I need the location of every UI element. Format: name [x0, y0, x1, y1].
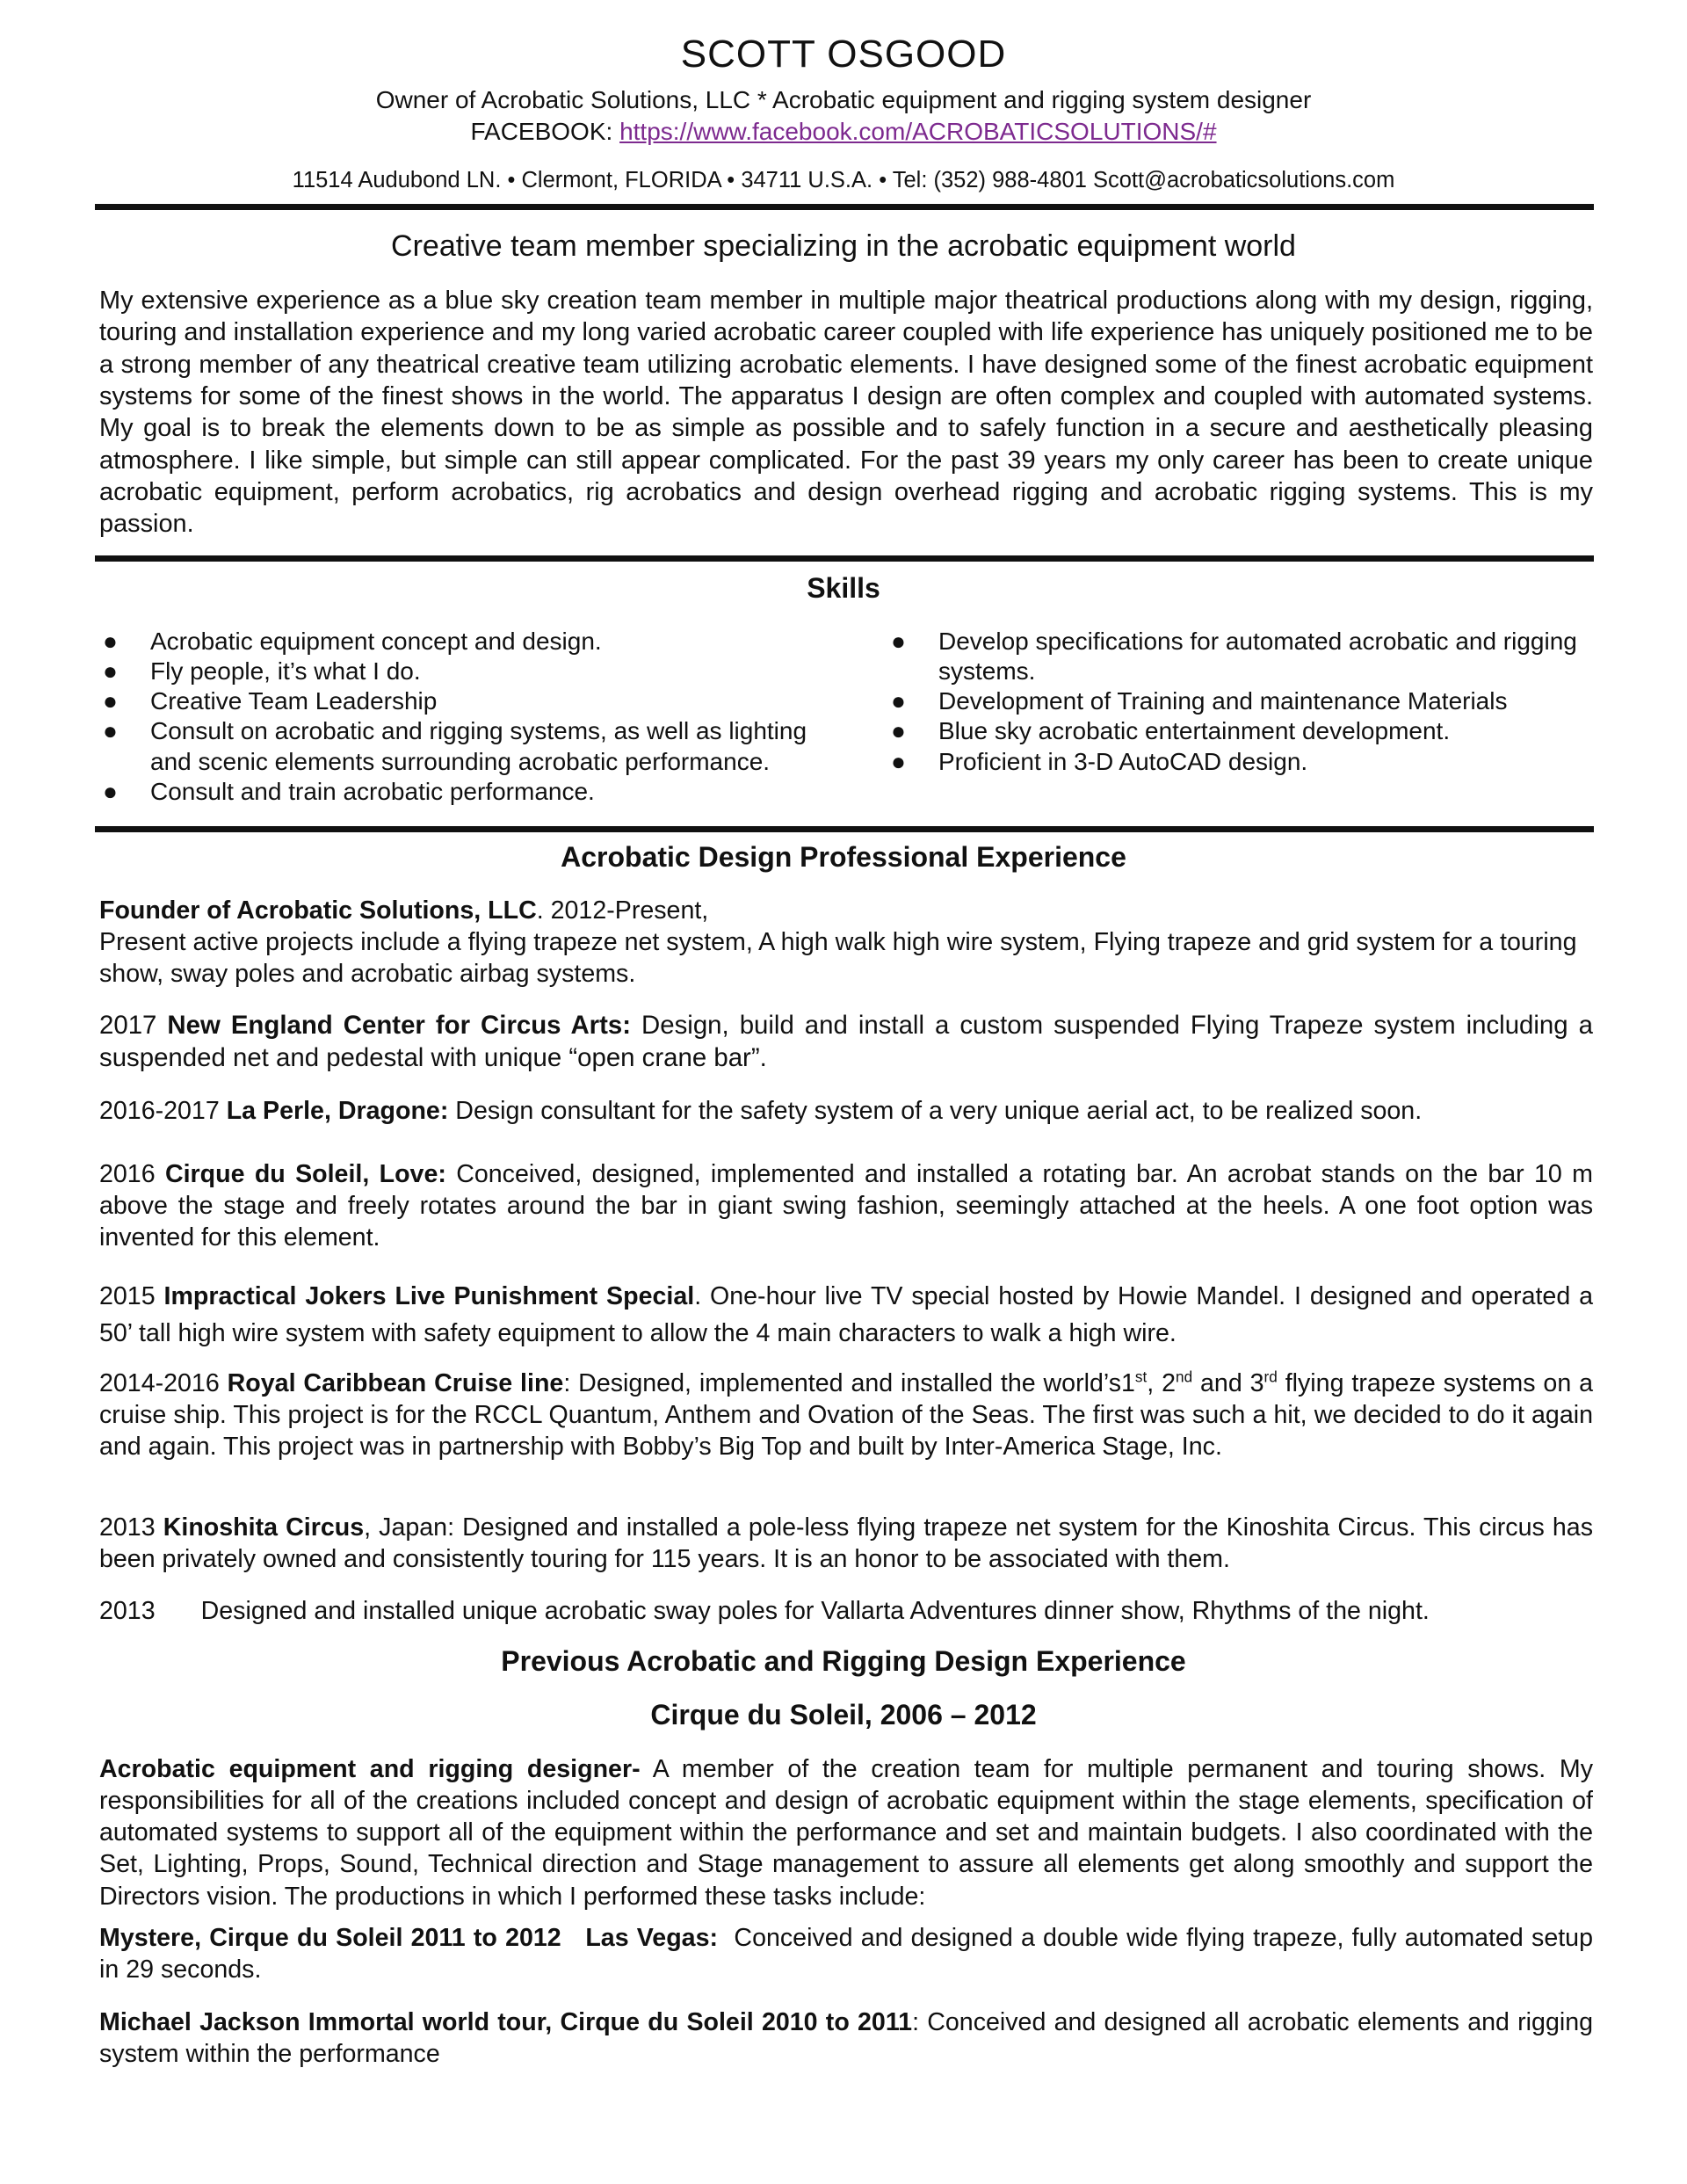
entry-text: Design consultant for the safety system of a very unique aerial act, to be realized soon.: [448, 1097, 1423, 1125]
entry-year: 2015: [99, 1282, 164, 1310]
entry-org: Royal Caribbean Cruise line: [227, 1369, 564, 1397]
bullet-icon: ●: [103, 628, 118, 655]
entry-text: Conceived, designed, implemented and installed a rotating bar. An acrobat stands on the bar 10 m above the stage and freely rotates around the bar in giant swing fashion, seemingly attached at the heels. A one foot option was invented for this element.: [99, 1160, 1593, 1252]
facebook-line: [0, 118, 1687, 146]
experience-entry: [99, 1009, 1593, 1074]
entry-year: 2013: [99, 1513, 163, 1542]
entry-org: Impractical Jokers Live Punishment Special: [163, 1282, 695, 1310]
entry-text: Conceived and designed a double wide flying trapeze, fully automated setup in 29 seconds.: [99, 1924, 1600, 1984]
divider: [95, 555, 1594, 562]
experience-entry: [99, 1095, 1593, 1127]
entry-text: . One-hour live TV special hosted by Howie Mandel. I designed and operated a 50’ tall high wire system with safety equipment to allow the 4 main characters to walk a high wire.: [99, 1282, 1594, 1348]
skills-list-right: [887, 627, 1599, 777]
entry-org: Cirque du Soleil, Love:: [164, 1160, 446, 1188]
summary-title: Creative team member specializing in the acrobatic equipment world: [391, 229, 1296, 263]
entry-year: 2016: [99, 1160, 165, 1188]
previous-title: Previous Acrobatic and Rigging Design Experience: [501, 1645, 1186, 1677]
experience-title: Acrobatic Design Professional Experience: [561, 841, 1126, 873]
experience-entry: [99, 1158, 1593, 1253]
entry-text: Present active projects include a flying trapeze net system, A high walk high wire system, Flying trapeze and grid system for a touring show, sway poles and acrobatic airbag systems.: [99, 928, 1577, 989]
entry-year: 2014-2016: [99, 1369, 228, 1397]
skill-item: ● Proficient in 3-D AutoCAD design.: [887, 747, 1599, 777]
divider: [95, 826, 1594, 832]
skill-item: ● Develop specifications for automated acrobatic and rigging systems.: [891, 628, 1577, 686]
entry-text: A member of the creation team for multiple permanent and touring shows. My responsibilities for all of the creations included concept and design of acrobatic equipment within the stage elements, specification of automated systems to support all of the equipment within the performance and set and maintain budgets. I also coordinated with the Set, Lighting, Props, Sound, Technical direction and Stage management to assure all elements get along smoothly and support the Directors vision. The productions in which I performed these tasks include:: [99, 1755, 1593, 1911]
skill-item: ● Fly people, it’s what I do.: [99, 657, 811, 686]
experience-entry: 2014-2016 Royal Caribbean Cruise line: Designed, implemented and installed the world’s1st, 2nd and 3rd flying trapeze systems on a cruise ship. This project is for the RCCL Quantum, Anthem and Ovation of the Seas. The first was such a hit, we decided to do it again and again. This project was in partnership with Bobby’s Big Top and built by Inter-America Stage, Inc.: [99, 1368, 1594, 1462]
skill-item: ● Consult on acrobatic and rigging systems, as well as lighting and scenic elements surrounding acrobatic performance.: [103, 717, 807, 775]
entry-org: Founder of Acrobatic Solutions, LLC: [99, 896, 537, 925]
entry-dates: . 2012-Present,: [536, 896, 709, 925]
entry-text: : Conceived and designed all acrobatic elements and rigging system within the performance: [99, 2008, 1593, 2069]
bullet-icon: ●: [103, 717, 118, 745]
entry-year: 2016-2017: [99, 1097, 227, 1125]
bullet-icon: ●: [891, 687, 906, 715]
skill-item: ● Consult and train acrobatic performance.: [99, 777, 811, 807]
entry-org: New England Center for Circus Arts:: [167, 1011, 632, 1040]
experience-entry: [99, 895, 1593, 990]
resume-name: SCOTT OSGOOD: [680, 33, 1007, 76]
previous-entry: [99, 2006, 1593, 2070]
previous-entry: [99, 1753, 1593, 1912]
experience-entry: [99, 1278, 1593, 1353]
bullet-icon: ●: [891, 628, 906, 655]
skill-item: ● Creative Team Leadership: [99, 686, 811, 716]
tagline: Owner of Acrobatic Solutions, LLC * Acrobatic equipment and rigging system designer: [375, 86, 1312, 113]
skill-item: ● Development of Training and maintenance Materials: [887, 686, 1599, 716]
facebook-label: FACEBOOK:: [470, 118, 613, 145]
experience-entry: [99, 1595, 1593, 1627]
entry-show: Michael Jackson Immortal world tour, Cirque du Soleil 2010 to 2011: [99, 2008, 913, 2036]
bullet-icon: ●: [103, 657, 118, 686]
entry-org: Kinoshita Circus: [163, 1513, 365, 1542]
bullet-icon: ●: [103, 687, 118, 715]
entry-year: 2017: [99, 1011, 168, 1040]
previous-subtitle: Cirque du Soleil, 2006 – 2012: [650, 1699, 1037, 1731]
entry-show: Mystere, Cirque du Soleil 2011 to 2012 Las Vegas:: [99, 1924, 718, 1952]
entry-year: 2013: [99, 1597, 156, 1625]
skills-list-left: [99, 627, 811, 807]
facebook-link[interactable]: https://www.facebook.com/ACROBATICSOLUTIONS/#: [619, 118, 1217, 145]
entry-text: flying trapeze systems on a cruise ship. This project is for the RCCL Quantum, Anthem and Ovation of the Seas. The first was such a hit, we decided to do it again and again. This project was in partnership with Bobby’s Big Top and built by Inter-America Stage, Inc.: [99, 1369, 1594, 1462]
entry-org: La Perle, Dragone:: [226, 1097, 449, 1125]
summary-body: My extensive experience as a blue sky creation team member in multiple major theatrical productions along with my design, rigging, touring and installation experience and my long varied acrobatic career coupled with life experience has uniquely positioned me to be a strong member of any theatrical creative team utilizing acrobatic elements. I have designed some of the finest acrobatic equipment systems for some of the finest shows in the world. The apparatus I design are often complex and coupled with automated systems. My goal is to break the elements down to be as simple as possible and to safely function in a secure and aesthetically pleasing atmosphere. I like simple, but simple can still appear complicated. For the past 39 years my only career has been to create unique acrobatic equipment, perform acrobatics, rig acrobatics and design overhead rigging and acrobatic rigging systems. This is my passion.: [99, 287, 1593, 539]
entry-role: Acrobatic equipment and rigging designer-: [99, 1755, 641, 1783]
bullet-icon: ●: [891, 747, 906, 775]
divider: [95, 204, 1594, 210]
entry-text: Design, build and install a custom suspended Flying Trapeze system including a suspended net and pedestal with unique “open crane bar”.: [99, 1011, 1593, 1073]
contact-line: 11514 Audubond LN. • Clermont, FLORIDA • 34711 U.S.A. • Tel: (352) 988-4801 Scott@acrobaticsolutions.com: [292, 168, 1395, 192]
skill-item: ● Acrobatic equipment concept and design.: [99, 627, 811, 657]
skill-item: ● Blue sky acrobatic entertainment development.: [887, 716, 1599, 746]
skills-title: Skills: [807, 572, 880, 604]
previous-entry: [99, 1922, 1600, 1985]
entry-text: , Japan: Designed and installed a pole-less flying trapeze net system for the Kinoshita Circus. This circus has been privately owned and consistently touring for 115 years. It is an honor to be associated with them.: [99, 1513, 1593, 1574]
bullet-icon: ●: [103, 777, 118, 805]
bullet-icon: ●: [891, 717, 906, 745]
entry-text: Designed and installed unique acrobatic sway poles for Vallarta Adventures dinner show, Rhythms of the night.: [200, 1597, 1430, 1625]
experience-entry: [99, 1512, 1593, 1575]
